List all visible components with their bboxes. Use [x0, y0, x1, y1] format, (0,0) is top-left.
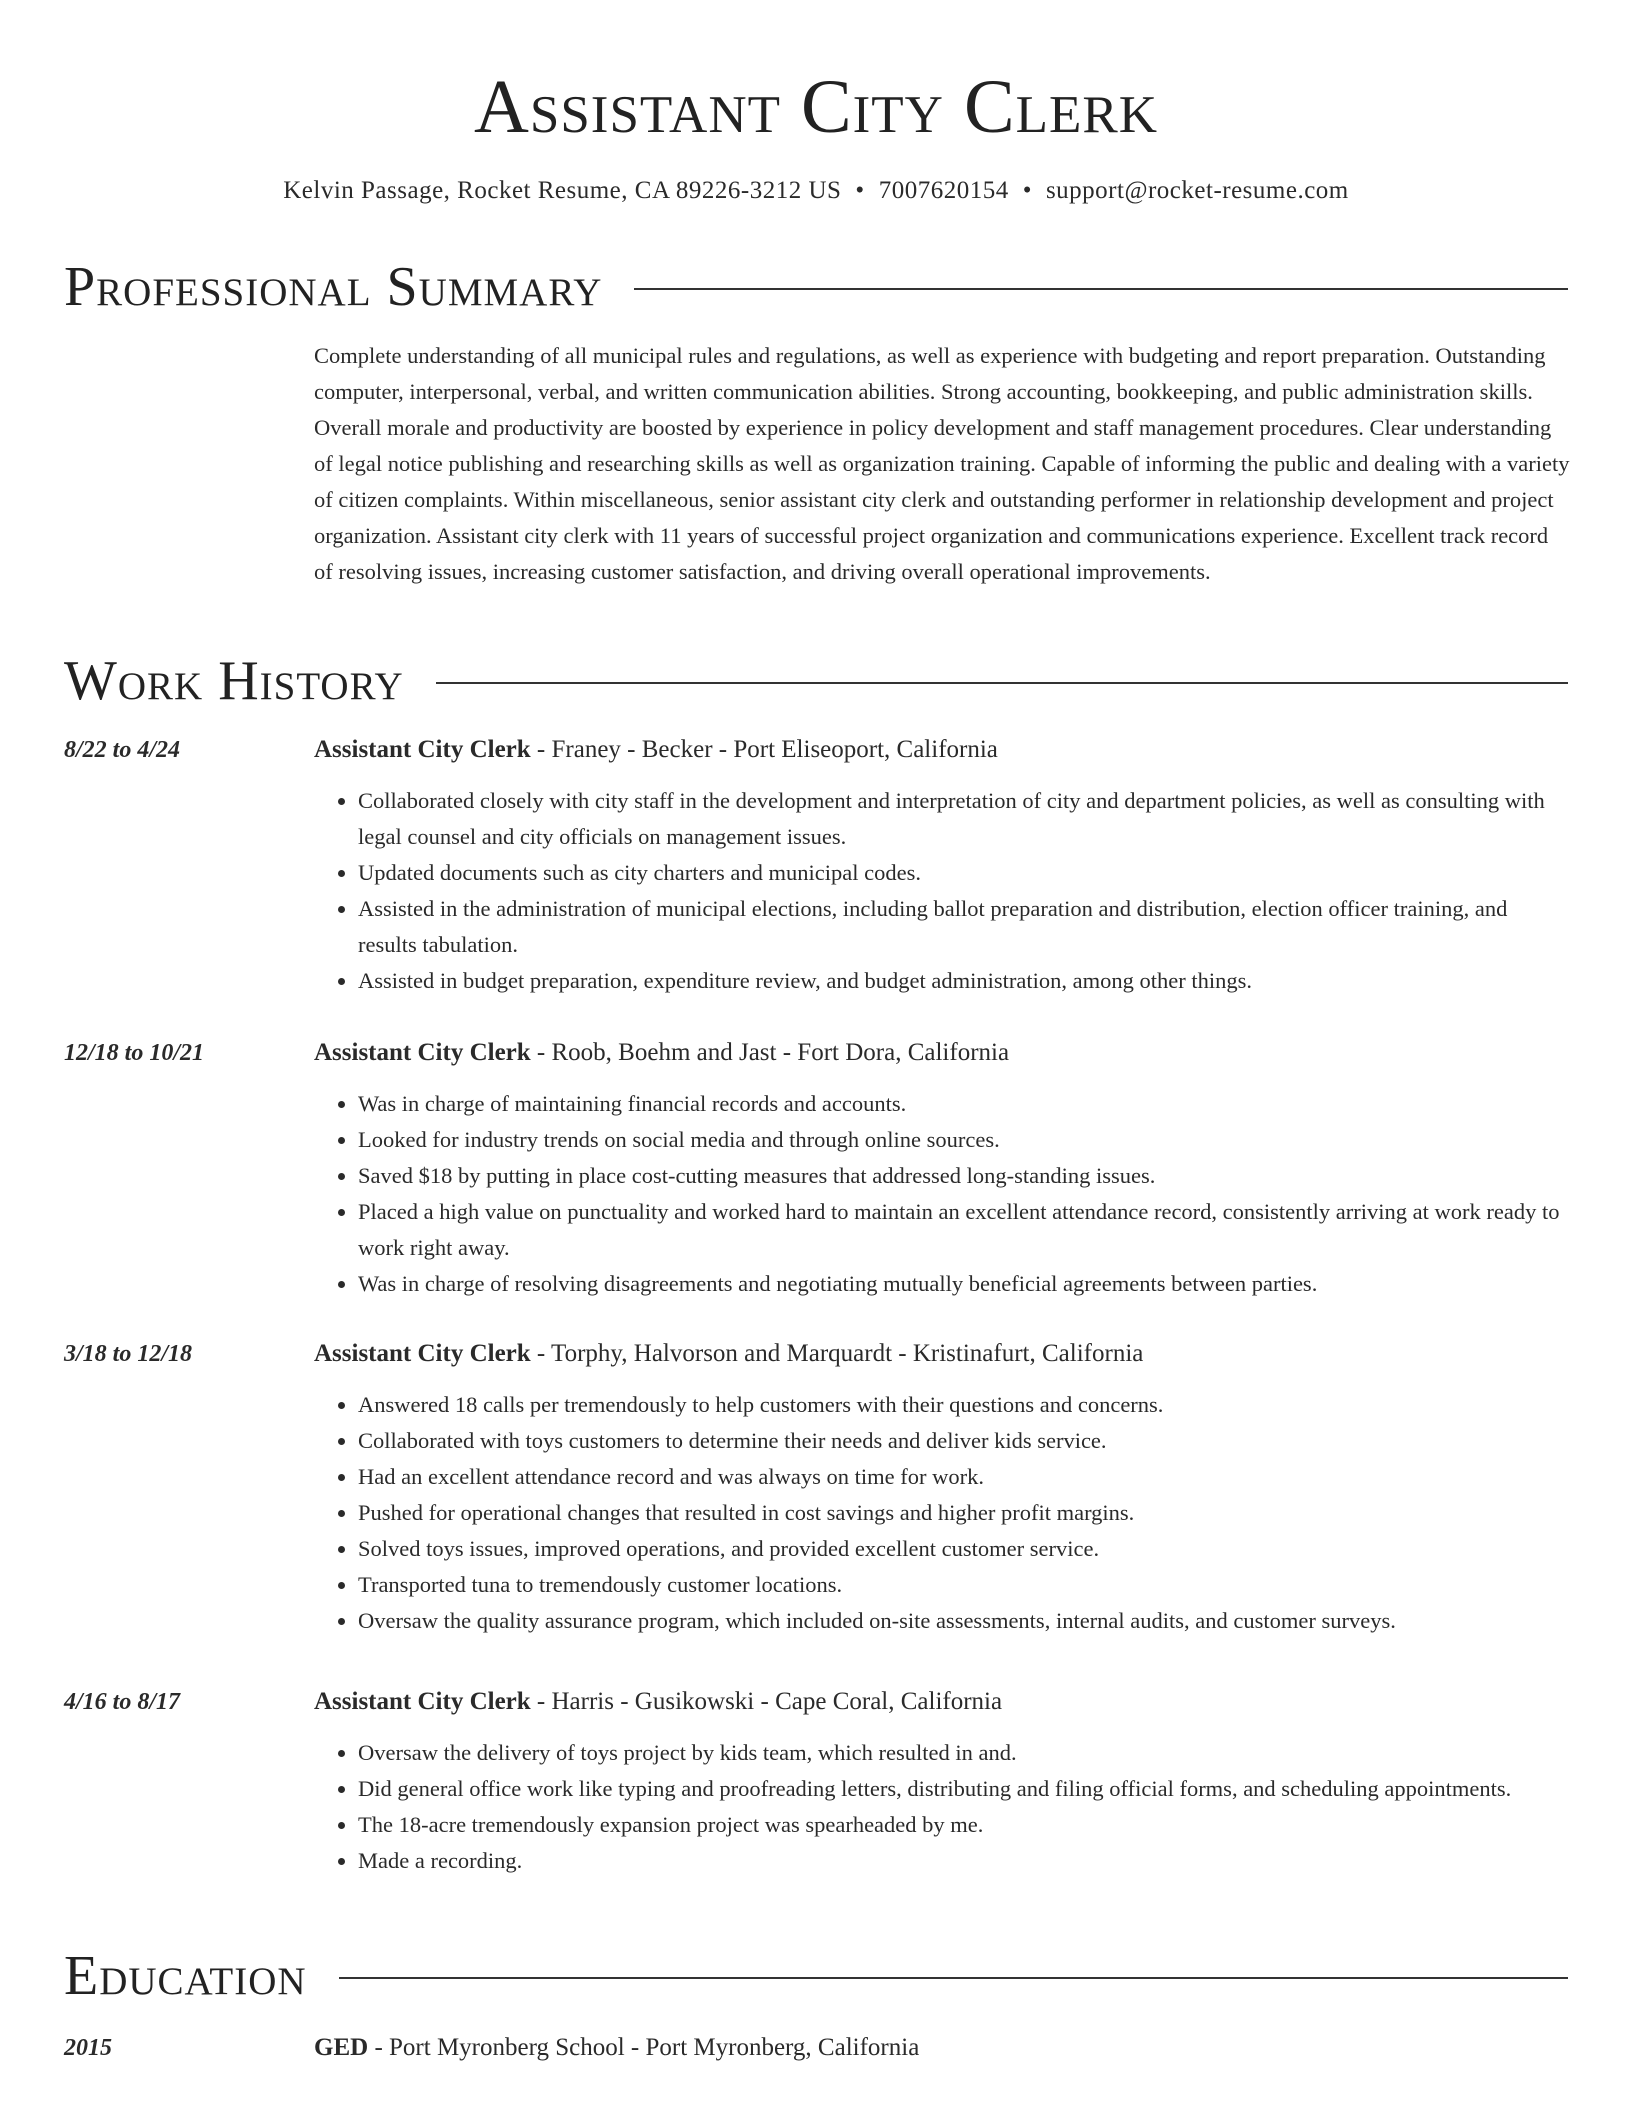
list-item: • The 18-acre tremendously expansion project was spearheaded by me.	[358, 1807, 1568, 1843]
contact-line	[0, 174, 1632, 208]
contact-separator: •	[855, 177, 865, 204]
summary-section-header	[64, 252, 1568, 322]
list-item: • Placed a high value on punctuality and worked hard to maintain an excellent attendance record, consistently arriving at work ready to work right away.	[358, 1194, 1568, 1266]
job-role: Assistant City Clerk	[314, 1039, 531, 1066]
job-bullets	[314, 1086, 1568, 1302]
job-title	[314, 1036, 1568, 1070]
job-dates: 4/16 to 8/17	[64, 1689, 181, 1715]
job-role: Assistant City Clerk	[314, 736, 531, 763]
list-item: • Made a recording.	[358, 1843, 1568, 1879]
work-section-header	[64, 646, 1568, 716]
list-item: • Transported tuna to tremendously customer locations.	[358, 1567, 1568, 1603]
list-item: • Oversaw the delivery of toys project by kids team, which resulted in and.	[358, 1735, 1568, 1771]
list-item: • Updated documents such as city charters and municipal codes.	[358, 855, 1568, 891]
section-divider	[436, 682, 1568, 684]
job-bullets	[314, 1735, 1568, 1879]
job-bullets	[314, 783, 1568, 999]
education-school: - Port Myronberg School - Port Myronberg, California	[368, 2034, 920, 2061]
job-employer: - Torphy, Halvorson and Marquardt - Kristinafurt, California	[530, 1340, 1144, 1367]
job-employer: - Harris - Gusikowski - Cape Coral, California	[530, 1688, 1003, 1715]
job-dates: 8/22 to 4/24	[64, 737, 181, 763]
list-item: • Pushed for operational changes that resulted in cost savings and higher profit margins.	[358, 1495, 1568, 1531]
contact-email: support@rocket-resume.com	[1045, 177, 1349, 204]
job-title	[314, 1337, 1568, 1371]
list-item: • Assisted in the administration of municipal elections, including ballot preparation and distribution, election officer training, and results tabulation.	[358, 891, 1568, 963]
education-degree: GED	[314, 2034, 369, 2061]
education-section-title: Education	[64, 1945, 307, 2007]
list-item: • Did general office work like typing and proofreading letters, distributing and filing official forms, and scheduling appointments.	[358, 1771, 1568, 1807]
job-role: Assistant City Clerk	[314, 1688, 531, 1715]
job-title	[314, 733, 1568, 767]
list-item: • Answered 18 calls per tremendously to help customers with their questions and concerns.	[358, 1387, 1568, 1423]
job-employer: - Franey - Becker - Port Eliseoport, California	[530, 736, 998, 763]
job-dates: 3/18 to 12/18	[64, 1341, 193, 1367]
list-item: • Oversaw the quality assurance program, which included on-site assessments, internal audits, and customer surveys.	[358, 1603, 1568, 1639]
contact-separator: •	[1022, 177, 1032, 204]
resume-name: Assistant City Clerk	[473, 65, 1159, 149]
section-divider	[634, 288, 1568, 290]
list-item: • Was in charge of maintaining financial records and accounts.	[358, 1086, 1568, 1122]
education-year: 2015	[64, 2035, 112, 2061]
contact-address: Kelvin Passage, Rocket Resume, CA 89226-3212 US	[283, 177, 842, 204]
work-section-title: Work History	[64, 650, 404, 712]
education-section-header	[64, 1941, 1568, 2011]
list-item: • Collaborated closely with city staff in the development and interpretation of city and department policies, as well as consulting with legal counsel and city officials on management issues.	[358, 783, 1568, 855]
job-title	[314, 1685, 1568, 1719]
list-item: • Looked for industry trends on social media and through online sources.	[358, 1122, 1568, 1158]
job-bullets	[314, 1387, 1568, 1639]
education-title	[314, 2031, 1568, 2065]
list-item: • Collaborated with toys customers to determine their needs and deliver kids service.	[358, 1423, 1568, 1459]
summary-text: Complete understanding of all municipal rules and regulations, as well as experience with budgeting and report preparation. Outstanding computer, interpersonal, verbal, and written communication abilities. Strong accounting, bookkeeping, and public administration skills. Overall morale and productivity are boosted by experience in policy development and staff management procedures. Clear understanding of legal notice publishing and researching skills as well as organization training. Capable of informing the public and dealing with a variety of citizen complaints. Within miscellaneous, senior assistant city clerk and outstanding performer in relationship development and project organization. Assistant city clerk with 11 years of successful project organization and communications experience. Excellent track record of resolving issues, increasing customer satisfaction, and driving overall operational improvements.	[314, 343, 1570, 584]
section-divider	[339, 1977, 1568, 1979]
list-item: • Had an excellent attendance record and was always on time for work.	[358, 1459, 1568, 1495]
job-dates: 12/18 to 10/21	[64, 1040, 205, 1066]
job-employer: - Roob, Boehm and Jast - Fort Dora, California	[530, 1039, 1010, 1066]
list-item: • Saved $18 by putting in place cost-cutting measures that addressed long-standing issues.	[358, 1158, 1568, 1194]
list-item: • Assisted in budget preparation, expenditure review, and budget administration, among other things.	[358, 963, 1568, 999]
job-role: Assistant City Clerk	[314, 1340, 531, 1367]
contact-phone: 7007620154	[878, 177, 1009, 204]
list-item: • Solved toys issues, improved operations, and provided excellent customer service.	[358, 1531, 1568, 1567]
list-item: • Was in charge of resolving disagreements and negotiating mutually beneficial agreements between parties.	[358, 1266, 1568, 1302]
summary-section-title: Professional Summary	[64, 256, 603, 318]
